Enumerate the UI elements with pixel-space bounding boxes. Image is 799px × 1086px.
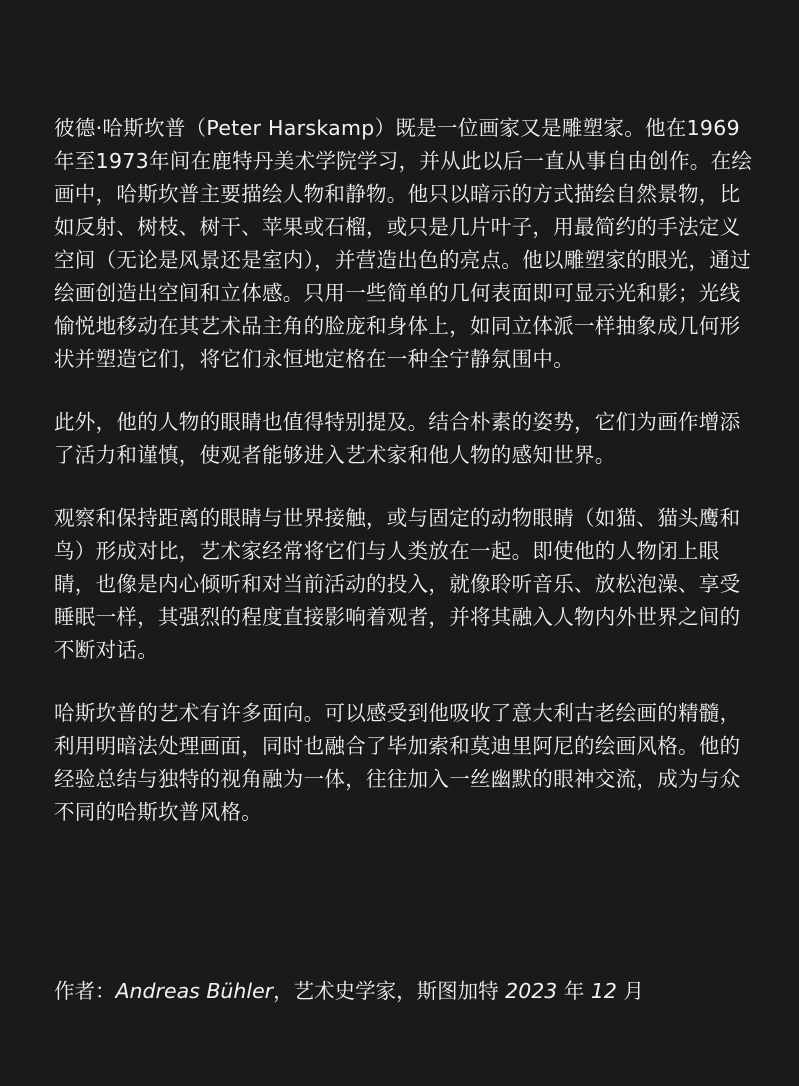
- credit-month: 12: [590, 979, 617, 1003]
- credit-year: 2023: [505, 979, 558, 1003]
- paragraph-observation: 观察和保持距离的眼睛与世界接触，或与固定的动物眼睛（如猫、猫头鹰和鸟）形成对比，艺术家经常将它们与人类放在一起。即使他的人物闭上眼睛，也像是内心倾听和对当前活动的投入，就像聆听音乐、放松泡澡、享受睡眠一样，其强烈的程度直接影响着观者，并将其融入人物内外世界之间的不断对话。: [54, 506, 741, 662]
- paragraph-style: 哈斯坎普的艺术有许多面向。可以感受到他吸收了意大利古老绘画的精髓，利用明暗法处理画面，同时也融合了毕加索和莫迪里阿尼的绘画风格。他的经验总结与独特的视角融为一体，往往加入一丝幽默的眼神交流，成为与众不同的哈斯坎普风格。: [54, 701, 741, 824]
- credit-year-unit: 年: [557, 979, 591, 1003]
- paragraph-eyes: 此外，他的人物的眼睛也值得特别提及。结合朴素的姿势，它们为画作增添了活力和谨慎，使观者能够进入艺术家和他人物的感知世界。: [54, 410, 741, 467]
- credit-author: Andreas Bühler: [115, 979, 274, 1003]
- article-body: [54, 112, 754, 859]
- credit-role: ，艺术史学家，斯图加特: [273, 979, 506, 1003]
- credit-prefix: 作者：: [54, 979, 116, 1003]
- credit-month-unit: 月: [616, 979, 644, 1003]
- author-credit: [54, 975, 754, 1008]
- paragraph-intro: 彼德·哈斯坎普（Peter Harskamp）既是一位画家又是雕塑家。他在1969年至1973年间在鹿特丹美术学院学习，并从此以后一直从事自由创作。在绘画中，哈斯坎普主要描绘人物和静物。他只以暗示的方式描绘自然景物，比如反射、树枝、树干、苹果或石榴，或只是几片叶子，用最简约的手法定义空间（无论是风景还是室内），并营造出色的亮点。他以雕塑家的眼光，通过绘画创造出空间和立体感。只用一些简单的几何表面即可显示光和影；光线愉悦地移动在其艺术品主角的脸庞和身体上，如同立体派一样抽象成几何形状并塑造它们，将它们永恒地定格在一种全宁静氛围中。: [54, 116, 753, 371]
